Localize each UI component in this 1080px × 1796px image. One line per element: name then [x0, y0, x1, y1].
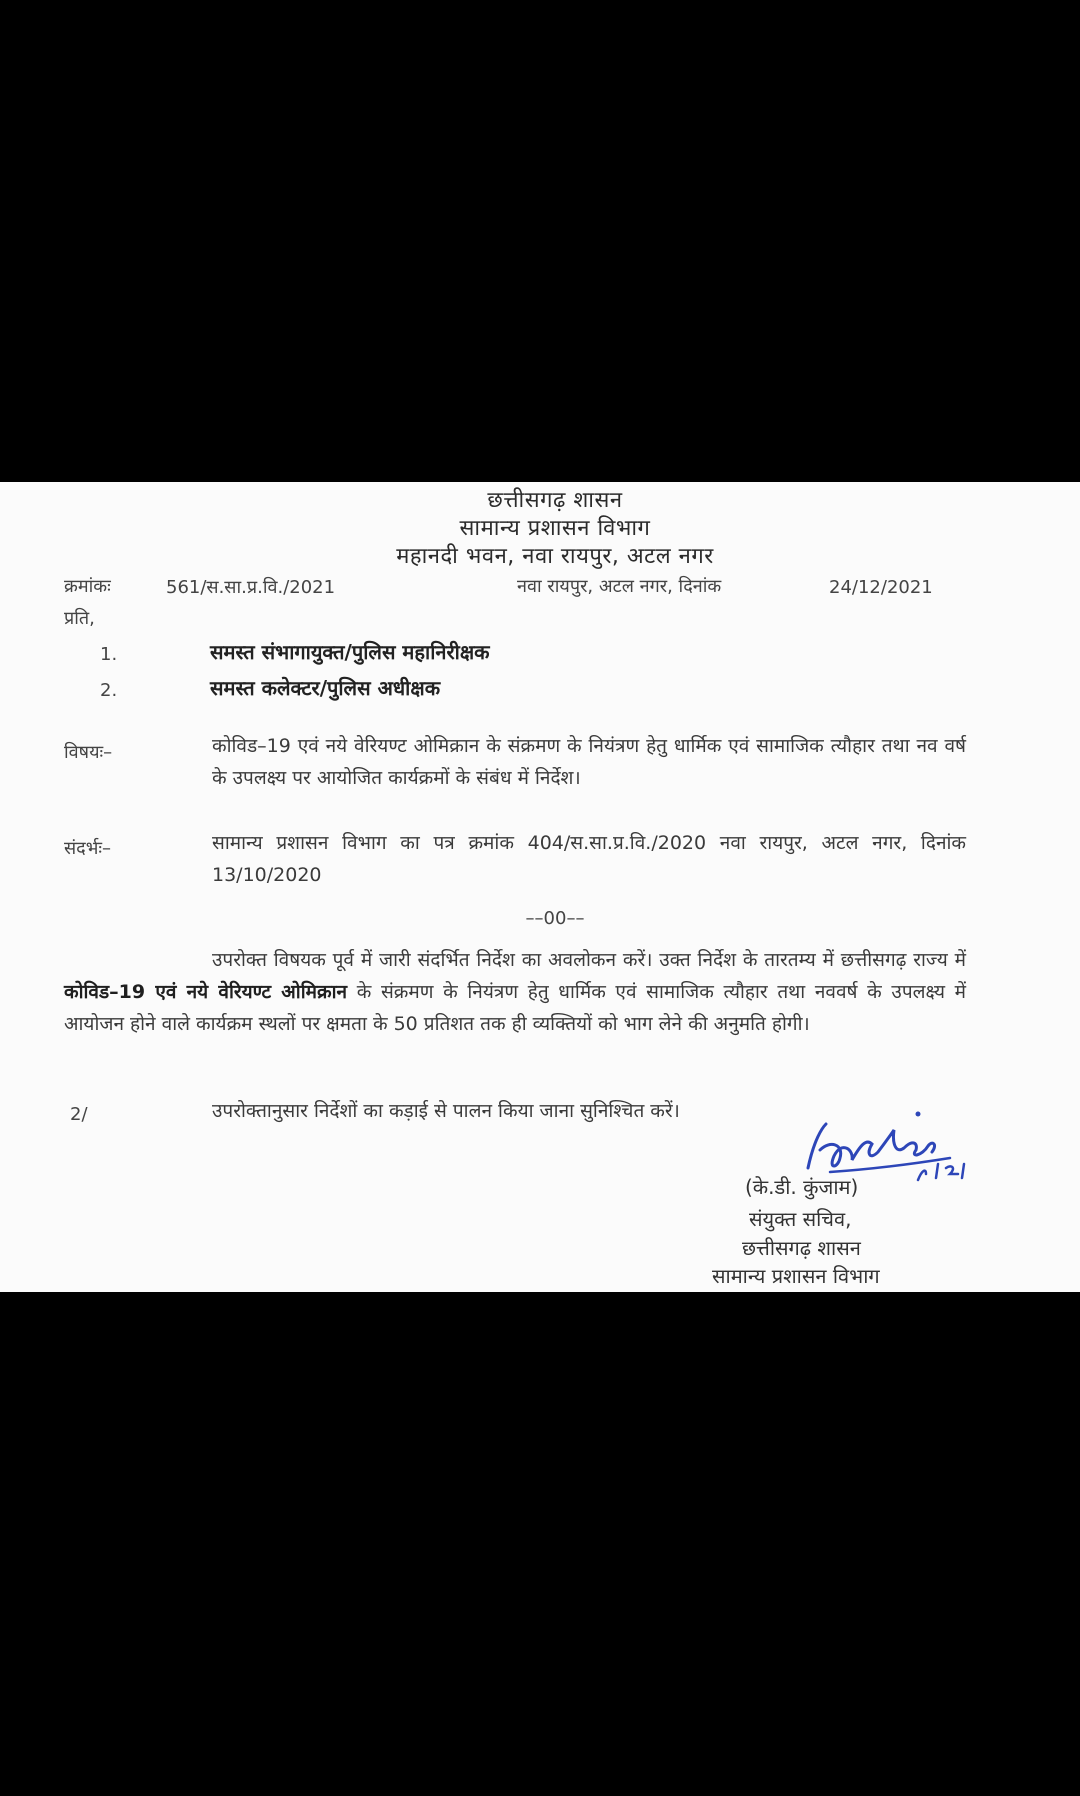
ref-number-label: क्रमांकः	[64, 576, 111, 597]
signatory-name: (के.डी. कुंजाम)	[745, 1175, 859, 1199]
ref-date-value: 24/12/2021	[829, 577, 933, 598]
body-bold-text: कोविड–19 एवं नये वेरियण्ट ओमिक्रान	[64, 981, 348, 1003]
prati-label: प्रति,	[64, 608, 95, 629]
paragraph-2-text: उपरोक्तानुसार निर्देशों का कड़ाई से पालन किया जाना सुनिश्चित करें।	[212, 1100, 680, 1122]
document-page	[0, 482, 1080, 1292]
signatory-government: छत्तीसगढ़ शासन	[742, 1236, 861, 1260]
top-black-bar	[0, 0, 1080, 482]
recipient-number: 2.	[100, 680, 118, 701]
subject-text: कोविड–19 एवं नये वेरियण्ट ओमिक्रान के संक्रमण के नियंत्रण हेतु धार्मिक एवं सामाजिक त्यौहार तथा नव वर्ष के उपलक्ष्य पर आयोजित कार्यक्रमों के संबंध में निर्देश।	[212, 735, 966, 789]
signatory-department: सामान्य प्रशासन विभाग	[712, 1264, 880, 1288]
header-department: सामान्य प्रशासन विभाग	[459, 516, 651, 541]
header-address: महानदी भवन, नवा रायपुर, अटल नगर	[396, 544, 714, 569]
body-paragraph-1	[64, 944, 966, 1040]
signatory-designation: संयुक्त सचिव,	[749, 1207, 852, 1231]
recipient-text: समस्त संभागायुक्त/पुलिस महानिरीक्षक	[210, 640, 490, 664]
recipient-text: समस्त कलेक्टर/पुलिस अधीक्षक	[210, 676, 441, 700]
ref-number-value: 561/स.सा.प्र.वि./2021	[166, 577, 336, 598]
paragraph-2-number: 2/	[70, 1104, 88, 1125]
body-text: के संक्रमण के नियंत्रण हेतु धार्मिक एवं सामाजिक त्यौहार तथा नववर्ष के उपलक्ष्य में आयोजन होने वाले कार्यक्रम स्थलों पर क्षमता के 50 प्रतिशत तक ही व्यक्तियों को भाग लेने की अनुमति होगी।	[64, 981, 966, 1035]
subject-label: विषयः–	[64, 742, 113, 763]
separator: ––00––	[525, 908, 585, 929]
reference-letter-text: सामान्य प्रशासन विभाग का पत्र क्रमांक 404/स.सा.प्र.वि./2020 नवा रायपुर, अटल नगर, दिनांक 13/10/2020	[212, 832, 966, 886]
bottom-black-bar	[0, 1292, 1080, 1796]
reference-letter-label: संदर्भः–	[64, 838, 112, 859]
recipient-number: 1.	[100, 644, 118, 665]
body-text: उपरोक्त विषयक पूर्व में जारी संदर्भित निर्देश का अवलोकन करें। उक्त निर्देश के तारतम्य में छत्तीसगढ़ राज्य में	[212, 949, 966, 971]
header-government: छत्तीसगढ़ शासन	[487, 488, 623, 513]
ref-place-date-label: नवा रायपुर, अटल नगर, दिनांक	[517, 576, 722, 597]
